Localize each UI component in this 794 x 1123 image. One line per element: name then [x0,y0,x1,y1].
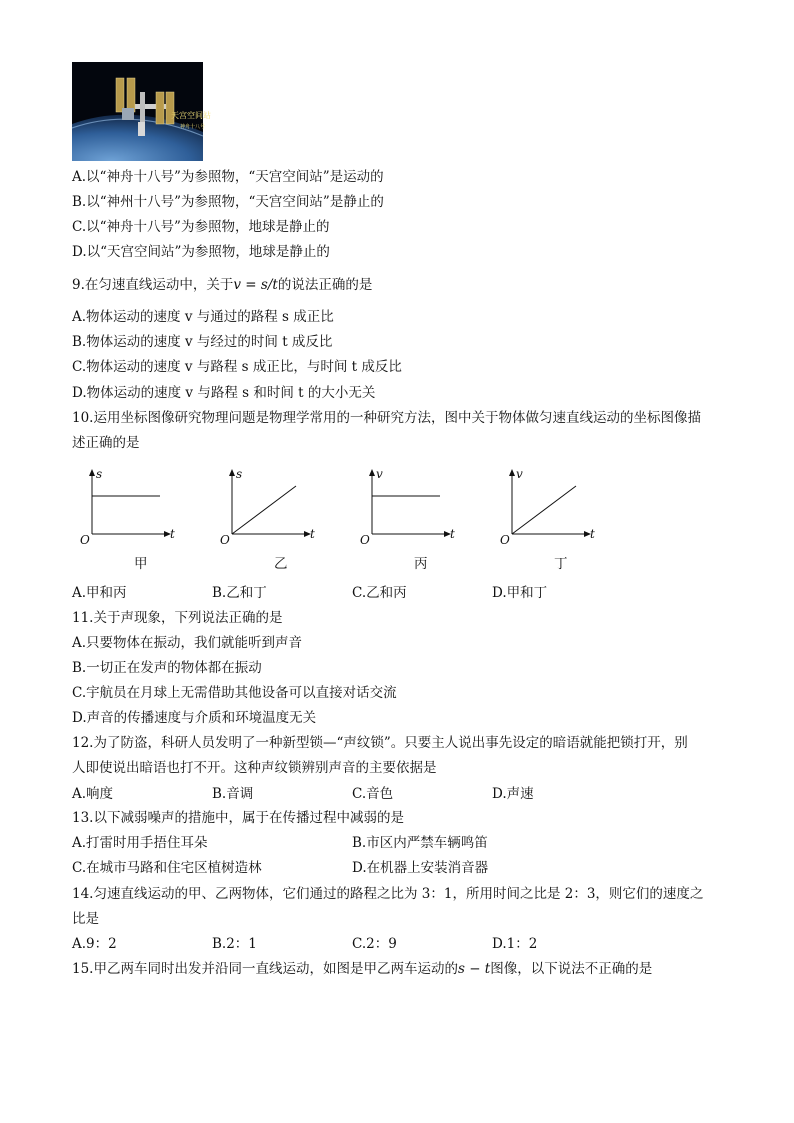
q14-option-c: C.2：9 [352,936,397,952]
q9-stem: 9.在匀速直线运动中，关于v = s/t的说法正确的是 [72,277,373,293]
graph-4 [500,466,600,550]
graph-3 [360,466,460,550]
q14-option-b: B.2：1 [212,936,257,952]
q14-stem-line1: 14.匀速直线运动的甲、乙两物体，它们通过的路程之比为 3：1，所用时间之比是 2：3，则它们的速度之 [72,886,704,902]
q10-option-c: C.乙和丙 [352,585,407,601]
origin-label: O [80,533,90,547]
y-arrow-icon [229,469,235,476]
q10-stem-line1: 10.运用坐标图像研究物理问题是物理学常用的一种研究方法，图中关于物体做匀速直线运动的坐标图像描 [72,410,701,426]
graph-1 [80,466,180,550]
q8-option-d: D.以“天宫空间站”为参照物，地球是静止的 [72,244,330,260]
graph-1-label: 甲 [134,556,148,572]
origin-label: O [500,533,510,547]
q13-option-c: C.在城市马路和住宅区植树造林 [72,860,262,876]
photo-caption-sub: 神舟十八号 [180,124,206,130]
q9-formula: v = s/t [233,277,278,293]
graph-3-label: 丙 [414,556,428,572]
q11-option-d: D.声音的传播速度与介质和环境温度无关 [72,710,317,726]
q15-formula: s − t [457,961,491,977]
q11-option-b: B.一切正在发声的物体都在振动 [72,660,262,676]
q14-stem-line2: 比是 [72,911,99,927]
graph-2-label: 乙 [274,556,288,572]
q9-option-d: D.物体运动的速度 v 与路程 s 和时间 t 的大小无关 [72,385,376,401]
x-axis-label: t [590,527,595,541]
y-axis-label: v [516,467,523,481]
q11-option-c: C.宇航员在月球上无需借助其他设备可以直接对话交流 [72,685,397,701]
y-axis-label: s [96,467,103,481]
q9-option-b: B.物体运动的速度 v 与经过的时间 t 成反比 [72,334,333,350]
q12-option-a: A.响度 [72,786,114,802]
graph-line [232,486,296,534]
q13-option-a: A.打雷时用手捂住耳朵 [72,835,208,851]
y-arrow-icon [89,469,95,476]
q12-option-b: B.音调 [212,786,254,802]
x-axis-label: t [310,527,315,541]
q10-option-d: D.甲和丁 [492,585,548,601]
q9-option-c: C.物体运动的速度 v 与路程 s 成正比，与时间 t 成反比 [72,359,402,375]
q14-option-d: D.1：2 [492,936,538,952]
space-station-photo [72,62,211,161]
origin-label: O [220,533,230,547]
q15-stem: 15.甲乙两车同时出发并沿同一直线运动，如图是甲乙两车运动的s − t图像，以下说法不正确的是 [72,961,653,977]
q12-stem-line2: 人即使说出暗语也打不开。这种声纹锁辨别声音的主要依据是 [72,760,437,776]
q11-option-a: A.只要物体在振动，我们就能听到声音 [72,635,303,651]
graph-4-label: 丁 [554,556,568,572]
q8-option-a: A.以“神舟十八号”为参照物，“天宫空间站”是运动的 [72,169,384,185]
q12-stem-line1: 12.为了防盗，科研人员发明了一种新型锁—“声纹锁”。只要主人说出事先设定的暗语就能把锁打开，别 [72,735,688,751]
q12-option-d: D.声速 [492,786,534,802]
y-axis-label: v [376,467,383,481]
q13-stem: 13.以下减弱噪声的措施中，属于在传播过程中减弱的是 [72,810,404,826]
y-arrow-icon [369,469,375,476]
q9-option-a: A.物体运动的速度 v 与通过的路程 s 成正比 [72,309,334,325]
photo-caption: 天宫空间站 [171,111,211,120]
x-axis-label: t [170,527,175,541]
origin-label: O [360,533,370,547]
q14-option-a: A.9：2 [72,936,117,952]
q8-option-b: B.以“神州十八号”为参照物，“天宫空间站”是静止的 [72,194,384,210]
graph-2 [220,466,320,550]
y-axis-label: s [236,467,243,481]
q10-option-b: B.乙和丁 [212,585,267,601]
q10-option-a: A.甲和丙 [72,585,127,601]
q13-option-b: B.市区内严禁车辆鸣笛 [352,835,488,851]
y-arrow-icon [509,469,515,476]
q13-option-d: D.在机器上安装消音器 [352,860,489,876]
q11-stem: 11.关于声现象，下列说法正确的是 [72,610,283,626]
q12-option-c: C.音色 [352,786,394,802]
graph-line [512,486,576,534]
q8-option-c: C.以“神舟十八号”为参照物，地球是静止的 [72,219,330,235]
q10-stem-line2: 述正确的是 [72,435,140,451]
x-axis-label: t [450,527,455,541]
